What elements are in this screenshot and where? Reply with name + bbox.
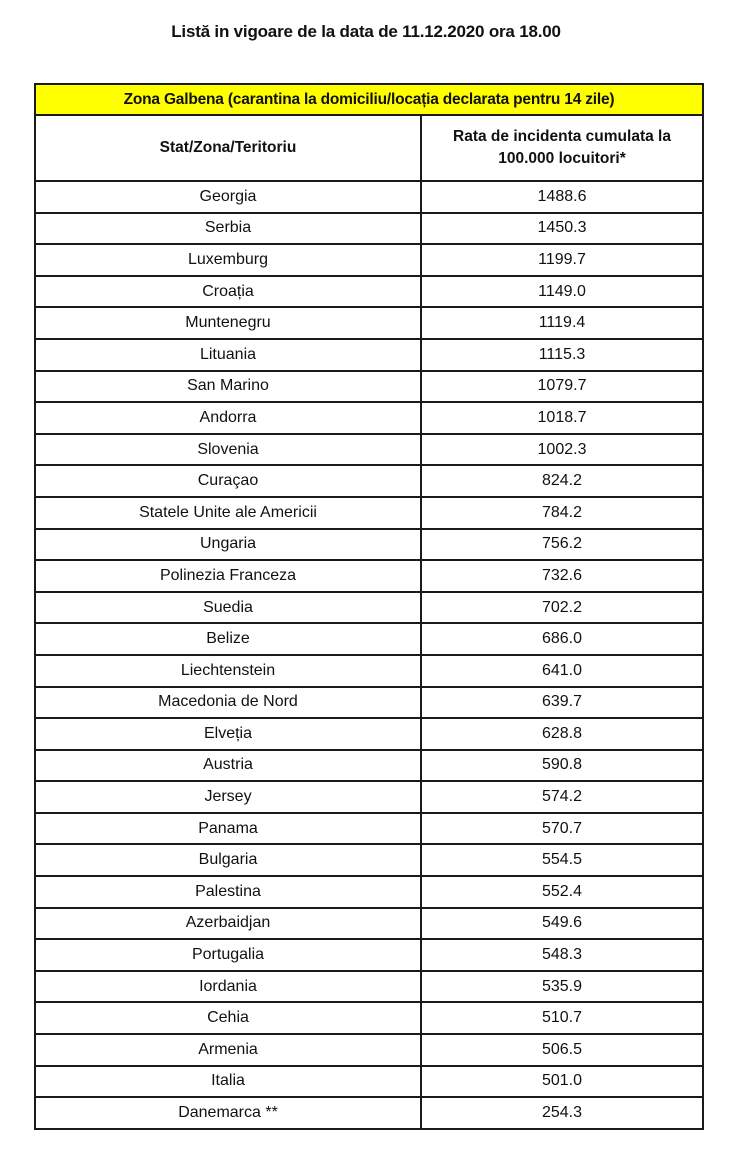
- rate-cell: 548.3: [421, 939, 703, 971]
- country-cell: Lituania: [35, 339, 421, 371]
- rate-cell: 784.2: [421, 497, 703, 529]
- zone-header-row: [35, 84, 703, 115]
- table-row: [35, 1066, 703, 1098]
- rate-cell: 1199.7: [421, 244, 703, 276]
- rate-cell: 254.3: [421, 1097, 703, 1129]
- rate-cell: 1115.3: [421, 339, 703, 371]
- rate-cell: 506.5: [421, 1034, 703, 1066]
- column-header-country: Stat/Zona/Teritoriu: [35, 115, 421, 181]
- rate-cell: 639.7: [421, 687, 703, 719]
- zone-header: Zona Galbena (carantina la domiciliu/locația declarata pentru 14 zile): [35, 84, 703, 115]
- country-cell: Bulgaria: [35, 844, 421, 876]
- table-row: [35, 908, 703, 940]
- country-cell: Statele Unite ale Americii: [35, 497, 421, 529]
- country-cell: Andorra: [35, 402, 421, 434]
- country-cell: Curaçao: [35, 465, 421, 497]
- country-cell: Iordania: [35, 971, 421, 1003]
- rate-cell: 1450.3: [421, 213, 703, 245]
- country-cell: Austria: [35, 750, 421, 782]
- table-row: [35, 402, 703, 434]
- rate-cell: 1149.0: [421, 276, 703, 308]
- yellow-zone-table: [34, 83, 704, 1130]
- country-cell: San Marino: [35, 371, 421, 403]
- country-cell: Croația: [35, 276, 421, 308]
- table-row: [35, 465, 703, 497]
- country-cell: Muntenegru: [35, 307, 421, 339]
- rate-cell: 732.6: [421, 560, 703, 592]
- table-row: [35, 939, 703, 971]
- table-row: [35, 181, 703, 213]
- rate-cell: 552.4: [421, 876, 703, 908]
- country-cell: Belize: [35, 623, 421, 655]
- table-row: [35, 307, 703, 339]
- column-header-rate-line2: 100.000 locuitori*: [498, 150, 626, 167]
- column-header-rate: [421, 115, 703, 181]
- country-cell: Elveția: [35, 718, 421, 750]
- rate-cell: 702.2: [421, 592, 703, 624]
- country-cell: Liechtenstein: [35, 655, 421, 687]
- table-row: [35, 1034, 703, 1066]
- rate-cell: 570.7: [421, 813, 703, 845]
- column-header-row: [35, 115, 703, 181]
- country-cell: Ungaria: [35, 529, 421, 561]
- country-cell: Slovenia: [35, 434, 421, 466]
- rate-cell: 756.2: [421, 529, 703, 561]
- rate-cell: 1018.7: [421, 402, 703, 434]
- table-row: [35, 529, 703, 561]
- table-row: [35, 244, 703, 276]
- table-row: [35, 213, 703, 245]
- table-row: [35, 497, 703, 529]
- country-cell: Panama: [35, 813, 421, 845]
- rate-cell: 574.2: [421, 781, 703, 813]
- rate-cell: 501.0: [421, 1066, 703, 1098]
- rate-cell: 549.6: [421, 908, 703, 940]
- table-row: [35, 971, 703, 1003]
- table-row: [35, 623, 703, 655]
- page-title: Listă in vigoare de la data de 11.12.2020 ora 18.00: [171, 22, 561, 41]
- country-cell: Suedia: [35, 592, 421, 624]
- table-row: [35, 655, 703, 687]
- country-cell: Azerbaidjan: [35, 908, 421, 940]
- rate-cell: 1119.4: [421, 307, 703, 339]
- table-row: [35, 844, 703, 876]
- country-cell: Italia: [35, 1066, 421, 1098]
- rate-cell: 510.7: [421, 1002, 703, 1034]
- table-row: [35, 781, 703, 813]
- rate-cell: 1079.7: [421, 371, 703, 403]
- country-cell: Georgia: [35, 181, 421, 213]
- country-cell: Polinezia Franceza: [35, 560, 421, 592]
- country-cell: Luxemburg: [35, 244, 421, 276]
- country-cell: Macedonia de Nord: [35, 687, 421, 719]
- country-cell: Serbia: [35, 213, 421, 245]
- rate-cell: 686.0: [421, 623, 703, 655]
- table-row: [35, 371, 703, 403]
- country-cell: Cehia: [35, 1002, 421, 1034]
- rate-cell: 590.8: [421, 750, 703, 782]
- table-row: [35, 876, 703, 908]
- country-cell: Portugalia: [35, 939, 421, 971]
- rate-cell: 628.8: [421, 718, 703, 750]
- table-row: [35, 434, 703, 466]
- table-row: [35, 339, 703, 371]
- table-row: [35, 1097, 703, 1129]
- rate-cell: 641.0: [421, 655, 703, 687]
- yellow-zone-table-container: [34, 83, 702, 1130]
- table-row: [35, 718, 703, 750]
- table-row: [35, 1002, 703, 1034]
- country-cell: Palestina: [35, 876, 421, 908]
- column-header-rate-line1: Rata de incidenta cumulata la: [453, 128, 671, 145]
- country-cell: Danemarca **: [35, 1097, 421, 1129]
- table-row: [35, 276, 703, 308]
- rate-cell: 1002.3: [421, 434, 703, 466]
- rate-cell: 554.5: [421, 844, 703, 876]
- table-body: [35, 181, 703, 1129]
- table-row: [35, 813, 703, 845]
- rate-cell: 535.9: [421, 971, 703, 1003]
- rate-cell: 824.2: [421, 465, 703, 497]
- rate-cell: 1488.6: [421, 181, 703, 213]
- table-row: [35, 687, 703, 719]
- country-cell: Jersey: [35, 781, 421, 813]
- country-cell: Armenia: [35, 1034, 421, 1066]
- table-row: [35, 592, 703, 624]
- table-row: [35, 560, 703, 592]
- table-row: [35, 750, 703, 782]
